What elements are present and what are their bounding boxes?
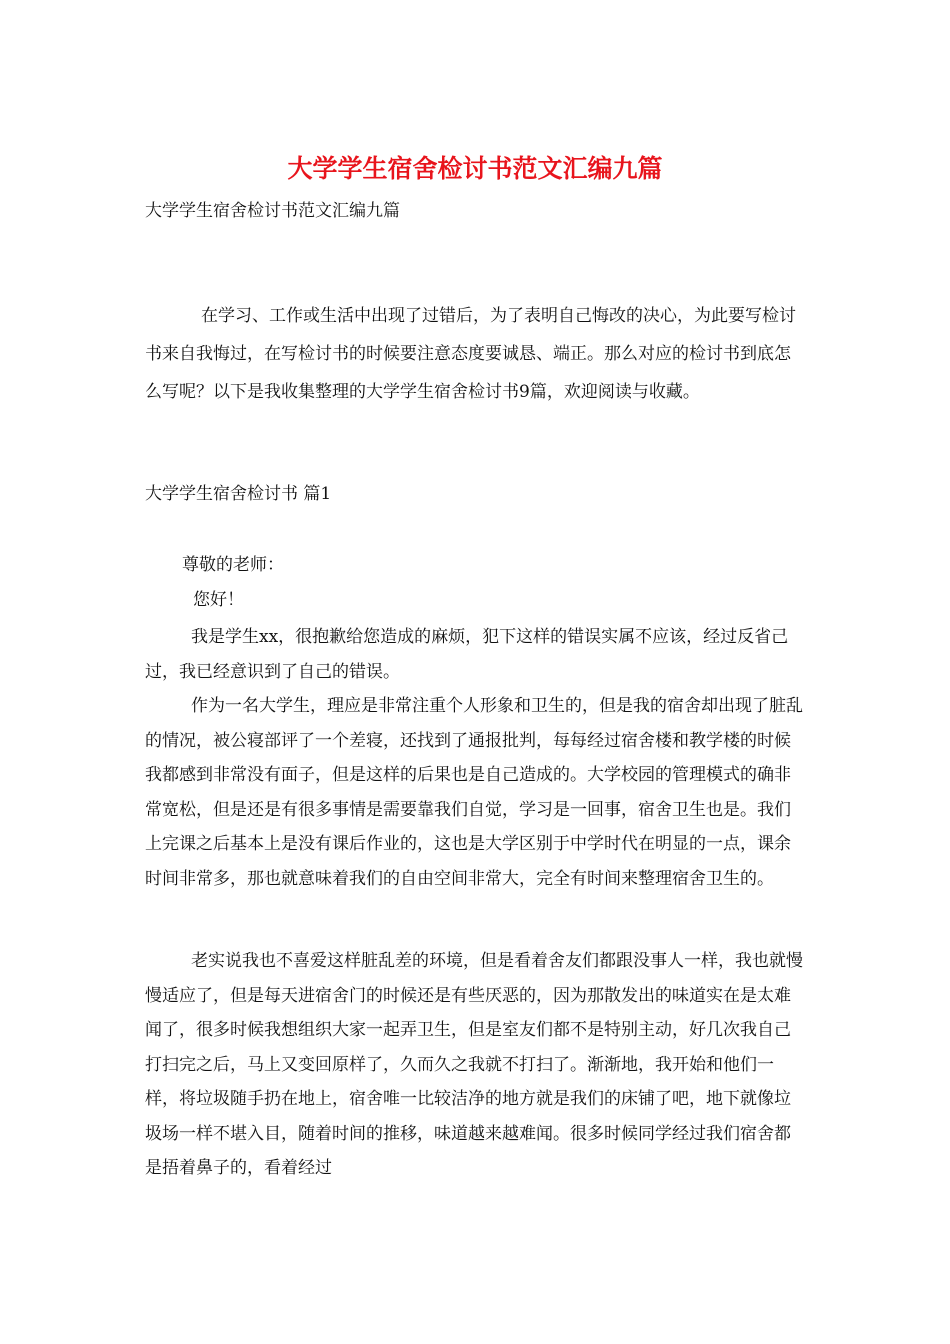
greeting: 您好！ xyxy=(193,590,244,610)
salutation: 尊敬的老师： xyxy=(182,555,284,575)
document-subtitle: 大学学生宿舍检讨书范文汇编九篇 xyxy=(145,201,400,221)
body-paragraph: 我是学生xx，很抱歉给您造成的麻烦，犯下这样的错误实属不应该，经过反省己过，我已经意识到了自己的错误。 xyxy=(145,627,789,682)
body-paragraph: 老实说我也不喜爱这样脏乱差的环境，但是看着舍友们都跟没事人一样，我也就慢慢适应了，但是每天进宿舍门的时候还是有些厌恶的，因为那散发出的味道实在是太难闻了，很多时候我想组织大家一起弄卫生，但是室友们都不是特别主动，好几次我自己打扫完之后，马上又变回原样了，久而久之我就不打扫了。渐渐地，我开始和他们一样，将垃圾随手扔在地上，宿舍唯一比较洁净的地方就是我们的床铺了吧，地下就像垃圾场一样不堪入目，随着时间的推移，味道越来越难闻。很多时候同学经过我们宿舍都是捂着鼻子的，看着经过 xyxy=(145,951,803,1178)
section-heading: 大学学生宿舍检讨书 篇1 xyxy=(145,484,332,504)
intro-paragraph: 在学习、工作或生活中出现了过错后，为了表明自己悔改的决心，为此要写检讨书来自我悔过，在写检讨书的时候要注意态度要诚恳、端正。那么对应的检讨书到底怎么写呢？以下是我收集整理的大学学生宿舍检讨书9篇，欢迎阅读与收藏。 xyxy=(145,306,796,402)
document-title: 大学学生宿舍检讨书范文汇编九篇 xyxy=(287,154,663,183)
body-paragraph: 作为一名大学生，理应是非常注重个人形象和卫生的，但是我的宿舍却出现了脏乱的情况，被公寝部评了一个差寝，还找到了通报批判，每每经过宿舍楼和教学楼的时候我都感到非常没有面子，但是这样的后果也是自己造成的。大学校园的管理模式的确非常宽松，但是还是有很多事情是需要靠我们自觉，学习是一回事，宿舍卫生也是。我们上完课之后基本上是没有课后作业的，这也是大学区别于中学时代在明显的一点，课余时间非常多，那也就意味着我们的自由空间非常大，完全有时间来整理宿舍卫生的。 xyxy=(145,696,803,889)
